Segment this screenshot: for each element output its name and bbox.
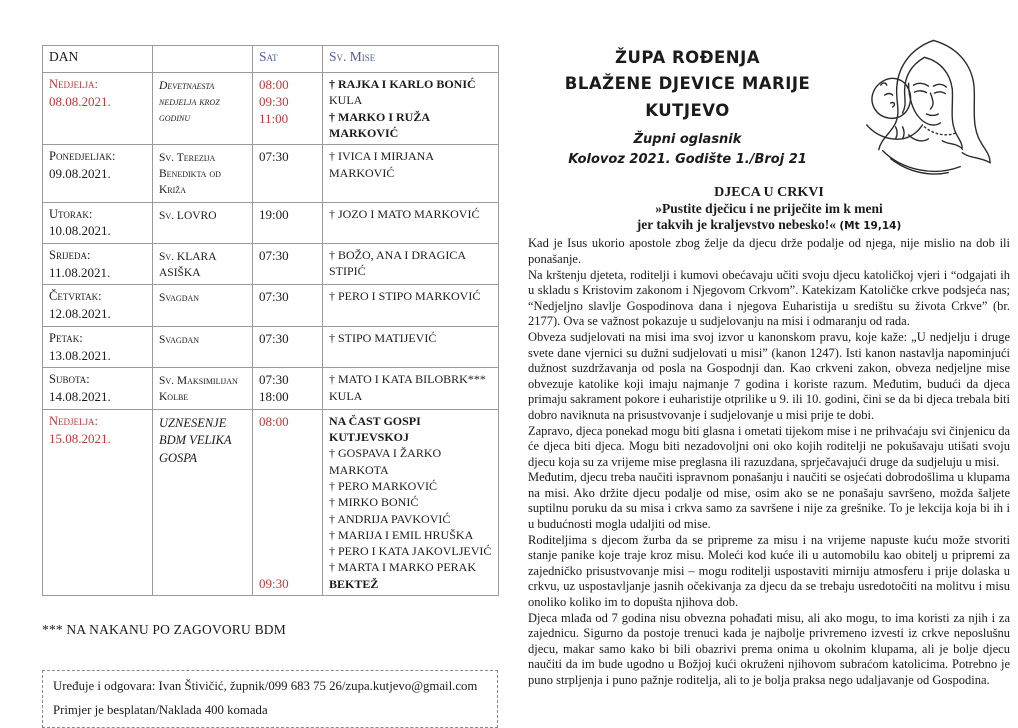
bulletin-subtitle: Župni oglasnik <box>633 132 742 148</box>
masthead-text <box>536 35 839 167</box>
time-cell <box>253 73 323 145</box>
quote-text: jer takvih je kraljevstvo nebesko!« <box>636 217 836 233</box>
day-name: Petak: <box>49 330 83 345</box>
mass-time: 09:30 <box>259 94 289 110</box>
feast-name: Sv. KLARA ASIŠKA <box>159 250 216 280</box>
mass-cell <box>323 409 499 595</box>
mass-intention: † GOSPAVA I ŽARKO MARKOTA <box>329 446 442 477</box>
article-quote-line2 <box>528 217 1010 233</box>
time-cell <box>253 368 323 409</box>
mass-time: 18:00 <box>259 389 289 405</box>
day-date: 10.08.2021. <box>49 223 111 239</box>
mass-intention: † BOŽO, ANA I DRAGICA STIPIĆ <box>329 247 466 279</box>
mass-intention: NA ČAST GOSPI KUTJEVSKOJ <box>329 413 421 444</box>
feast-name: Svagdan <box>159 292 200 305</box>
day-cell <box>43 368 153 409</box>
madonna-and-child-icon <box>839 35 1006 185</box>
mass-intention: † ANDRIJA PAVKOVIĆ <box>329 511 451 526</box>
day-date: 14.08.2021. <box>49 389 111 405</box>
mass-cell <box>323 368 499 409</box>
schedule-column <box>42 45 498 728</box>
feast-name: UZNESENJE BDM VELIKA GOSPA <box>159 415 232 465</box>
day-cell <box>43 285 153 326</box>
schedule-row <box>43 409 499 595</box>
feast-name: Sv. LOVRO <box>159 209 217 222</box>
day-date: 09.08.2021. <box>49 166 111 182</box>
mass-intention: † RAJKA I KARLO BONIĆ <box>329 77 476 91</box>
mass-time: 09:30 <box>259 575 289 591</box>
day-date: 08.08.2021. <box>49 93 111 109</box>
article-quote-line1: »Pustite dječicu i ne priječite im k meni <box>655 201 883 216</box>
time-cell <box>253 285 323 326</box>
parish-title-line: KUTJEVO <box>645 100 730 120</box>
time-cell <box>253 145 323 202</box>
time-cell <box>253 202 323 243</box>
masthead <box>528 35 1010 185</box>
feast-cell <box>153 409 253 595</box>
mass-cell <box>323 326 499 367</box>
feast-cell <box>153 145 253 202</box>
mass-intention: KULA <box>329 388 363 403</box>
col-header-dan: DAN <box>43 46 153 73</box>
mass-cell <box>323 73 499 145</box>
day-name: Srijeda: <box>49 247 91 262</box>
day-cell <box>43 145 153 202</box>
feast-cell <box>153 73 253 145</box>
issue-line: Kolovoz 2021. Godište 1./Broj 21 <box>568 152 807 168</box>
article-paragraph: Na krštenju djeteta, roditelji i kumovi obećavaju učiti svoju djecu katoličkoj vjeri i “odgajati ih u skladu s Kristovim zakonom i Njegovom Crkvom”. Katekizam Katoličke crkve podsjeća nas; “Nedjeljno slavlje Gospodinova dana i njegova Euharistija u središtu su života Crkve” (br. 2177). Ova se važnost pokazuje u sudjelovanju na misi i odmaranju od rada. <box>528 267 1010 329</box>
mass-intention: † MARTA I MARKO PERAK <box>329 560 476 575</box>
mass-intention: † MARKO I RUŽA MARKOVIĆ <box>329 109 430 140</box>
day-date: 12.08.2021. <box>49 306 111 322</box>
mass-time: 19:00 <box>259 206 289 222</box>
mass-intention: † JOZO I MATO MARKOVIĆ <box>329 206 480 221</box>
article-title: DJECA U CRKVI <box>714 185 824 200</box>
feast-cell <box>153 285 253 326</box>
mass-time: 07:30 <box>259 372 289 388</box>
schedule-row <box>43 202 499 243</box>
day-cell <box>43 326 153 367</box>
col-header-blank <box>153 46 253 73</box>
article-paragraph: Kad je Isus ukorio apostole zbog želje da djecu drže podalje od njega, nije mislio na dob ili ponašanje. <box>528 236 1010 266</box>
feast-cell <box>153 243 253 284</box>
imprint-box <box>42 670 498 728</box>
mass-intention: † MARIJA I EMIL HRUŠKA <box>329 527 474 542</box>
mass-cell <box>323 202 499 243</box>
article-paragraph: Međutim, djecu treba naučiti ispravnom ponašanju i naučiti se osjećati dobrodošlima u klupama na misi. Ako držite djecu podalje od mise, osim ako se ne ponašaju savršeno, možda šaljete suptilnu poruku da su misa i crkva samo za savršene i nije za grešnike. To je lekcija koja bi ih i u budućnosti mogla udaljiti od mise. <box>528 470 1010 532</box>
day-name: Utorak: <box>49 206 93 221</box>
schedule-header-row <box>43 46 499 73</box>
time-cell <box>253 326 323 367</box>
day-date: 15.08.2021. <box>49 430 111 446</box>
time-cell <box>253 243 323 284</box>
feast-cell <box>153 326 253 367</box>
mass-cell <box>323 145 499 202</box>
schedule-row <box>43 243 499 284</box>
feast-name: Svagdan <box>159 333 200 346</box>
time-cell <box>253 409 323 595</box>
day-cell <box>43 202 153 243</box>
parish-title-line: ŽUPA ROĐENJA <box>615 48 761 67</box>
mass-time: 11:00 <box>259 111 289 127</box>
mass-intention: † PERO I KATA JAKOVLJEVIĆ <box>329 544 492 559</box>
schedule-row <box>43 145 499 202</box>
mass-intention: † IVICA I MIRJANA MARKOVIĆ <box>329 149 434 180</box>
day-date: 13.08.2021. <box>49 347 111 363</box>
day-name: Nedjelja: <box>49 77 98 91</box>
feast-name: Sv. Maksimilijan Kolbe <box>159 375 238 404</box>
day-date: 11.08.2021. <box>49 264 111 280</box>
parish-title <box>536 45 839 124</box>
mass-intention: † PERO MARKOVIĆ <box>329 478 438 493</box>
feast-name: Devetnaesta nedjelja kroz godinu <box>159 80 220 125</box>
footnote: *** NA NAKANU PO ZAGOVORU BDM <box>42 622 286 638</box>
mass-intention: † MATO I KATA BILOBRK*** <box>329 372 486 387</box>
mass-time: 07:30 <box>259 289 289 305</box>
content-column <box>528 35 1010 689</box>
mass-time: 07:30 <box>259 330 289 346</box>
mass-cell <box>323 285 499 326</box>
imprint-copies-line: Primjer je besplatan/Naklada 400 komada <box>53 703 268 718</box>
article-paragraph: Obveza sudjelovati na misi ima svoj izvor u kanonskom pravu, koje kaže: „U nedjelju i druge svete dane vjernici su dužni sudjelovati u misi” (kanon 1247). Isti kanon nastavlja napominjući dužnost suzdržavanja od posla na Gospodnji dan. Kao crkveni zakon, obveza nedjeljne mise obvezuje katolike koji imaju najmanje 7 godina i koriste razum. Međutim, budući da djeca primaju sakrament pokore i euharistije otprilike u 9. ili 10. godini, čini se da bi djeca trebala biti dobro naviknuta na prisustvovanje i sudjelovanje u misi prije te dobi. <box>528 329 1010 422</box>
schedule-row <box>43 326 499 367</box>
mass-time: 07:30 <box>259 149 289 165</box>
imprint-editor-line: Uređuje i odgovara: Ivan Štivičić, župnik/099 683 75 26/zupa.kutjevo@gmail.com <box>53 679 478 694</box>
mass-schedule-table <box>42 45 499 596</box>
schedule-row <box>43 73 499 145</box>
article-paragraph: Roditeljima s djecom žurba da se pripreme za misu i na vrijeme napuste kuću može stvoriti stanje panike koje traje kroz misu. Moleći kod kuće ili u automobilu kao obitelj u pripremi za zajedničko prisustvovanje misi – mogu roditelji uspostaviti mirniju atmosferu i prije dolaska u crkvu, uz uspostavljanje jasnih očekivanja za djecu da se trebaju usredotočiti na molitvu i misu onoliko koliko im to dopušta njihova dob. <box>528 532 1010 610</box>
scripture-reference: (Mt 19,14) <box>839 220 902 233</box>
day-cell <box>43 409 153 595</box>
schedule-row <box>43 368 499 409</box>
mass-intention: KULA <box>329 93 363 108</box>
parish-title-line: BLAŽENE DJEVICE MARIJE <box>564 74 811 94</box>
feast-cell <box>153 202 253 243</box>
mass-intention: † PERO I STIPO MARKOVIĆ <box>329 289 481 304</box>
article-body <box>528 236 1010 688</box>
day-name: Ponedjeljak: <box>49 149 116 164</box>
article-paragraph: Zapravo, djeca ponekad mogu biti glasna i ometati tijekom mise i ne prihvaćaju svi činjenicu da će djeca biti djeca. Mogu biti nezadovoljni oni oko kojih roditelji ne pokušavaju utišati svoju djecu koja su za vrijeme mise preglasna ili razuzdana, sprječavajući druge da sudjeluju u misi. <box>528 423 1010 469</box>
article <box>528 185 1010 689</box>
day-name: Četvrtak: <box>49 289 102 304</box>
mass-time: 08:00 <box>259 77 289 92</box>
feast-name: Sv. Terezija Benedikta od Križa <box>159 152 221 197</box>
day-cell <box>43 243 153 284</box>
schedule-rows <box>43 73 499 596</box>
article-paragraph: Djeca mlađa od 7 godina nisu obvezna pohađati misu, ali ako mogu, to ima koristi za njih i za zajednicu. Sigurno da postoje trenuci kada je najbolje privremeno izvesti iz crkve neposlušnu djecu, makar samo kako bi bili obazrivi prema onima u okolnim klupama, ali je bolje djecu naučiti da im bude ugodno u Božjoj kući okruženi njihovom subraćom katolicima. Potrebno je puno strpljenja i puno pažnje roditelja, ali to je bolja praksa nego udaljavanje od Gospodina. <box>528 610 1010 687</box>
mass-cell <box>323 243 499 284</box>
schedule-row <box>43 285 499 326</box>
day-cell <box>43 73 153 145</box>
day-name: Subota: <box>49 372 90 387</box>
col-header-sat: Sat <box>253 46 323 73</box>
mass-intention: † MIRKO BONIĆ <box>329 495 419 510</box>
mass-intention: † STIPO MATIJEVIĆ <box>329 330 437 345</box>
feast-cell <box>153 368 253 409</box>
col-header-mise: Sv. Mise <box>323 46 499 73</box>
mass-time: 07:30 <box>259 247 289 263</box>
mass-intention: BEKTEŽ <box>329 576 379 591</box>
mass-time: 08:00 <box>259 413 289 429</box>
day-name: Nedjelja: <box>49 413 98 428</box>
